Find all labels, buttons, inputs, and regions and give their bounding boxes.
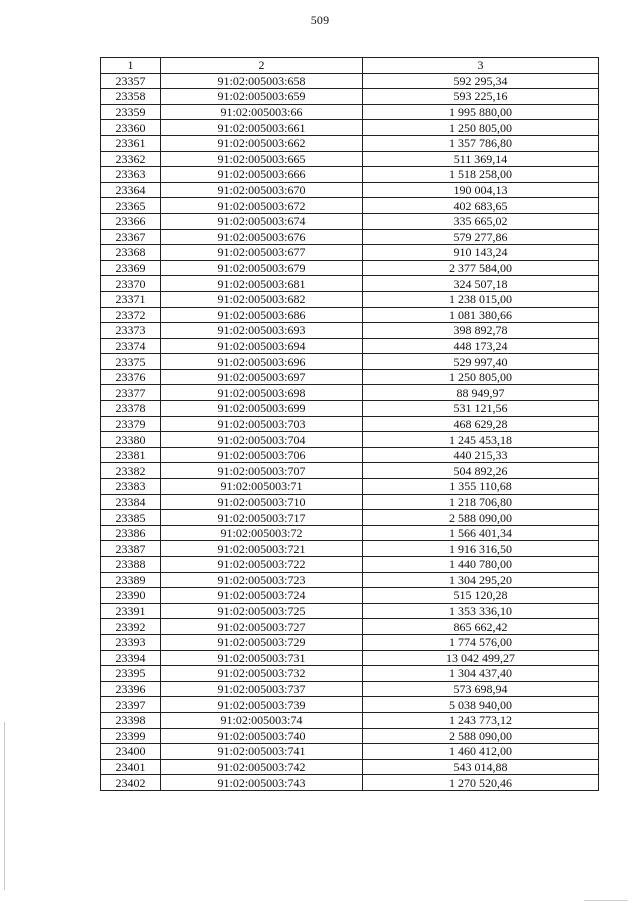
cell-row-number: 23381	[101, 447, 161, 463]
table-row	[101, 525, 599, 541]
cell-cadastral-value: 1 304 437,40	[363, 666, 599, 682]
cell-cadastral-number: 91:02:005003:693	[161, 323, 363, 339]
cell-row-number: 23361	[101, 135, 161, 151]
cell-row-number: 23360	[101, 120, 161, 136]
cell-cadastral-value: 1 243 773,12	[363, 712, 599, 728]
cell-cadastral-value: 1 460 412,00	[363, 744, 599, 760]
cell-cadastral-value: 1 357 786,80	[363, 135, 599, 151]
cell-cadastral-number: 91:02:005003:740	[161, 728, 363, 744]
cell-cadastral-number: 91:02:005003:677	[161, 245, 363, 261]
cell-row-number: 23358	[101, 89, 161, 105]
cell-cadastral-value: 531 121,56	[363, 401, 599, 417]
cell-row-number: 23366	[101, 213, 161, 229]
cell-cadastral-value: 1 270 520,46	[363, 775, 599, 791]
table-row	[101, 276, 599, 292]
cell-cadastral-number: 91:02:005003:694	[161, 338, 363, 354]
cell-cadastral-number: 91:02:005003:707	[161, 463, 363, 479]
table-row	[101, 135, 599, 151]
table-row	[101, 245, 599, 261]
cell-cadastral-value: 2 588 090,00	[363, 728, 599, 744]
cell-cadastral-value: 1 245 453,18	[363, 432, 599, 448]
page-number: 509	[310, 13, 330, 27]
table-row	[101, 432, 599, 448]
cell-cadastral-value: 402 683,65	[363, 198, 599, 214]
cell-cadastral-number: 91:02:005003:696	[161, 354, 363, 370]
cell-row-number: 23395	[101, 666, 161, 682]
cell-row-number: 23368	[101, 245, 161, 261]
table-row	[101, 385, 599, 401]
cell-cadastral-value: 2 377 584,00	[363, 260, 599, 276]
cell-cadastral-value: 1 218 706,80	[363, 494, 599, 510]
cell-row-number: 23386	[101, 525, 161, 541]
cell-cadastral-value: 335 665,02	[363, 213, 599, 229]
cell-row-number: 23389	[101, 572, 161, 588]
cell-cadastral-number: 91:02:005003:706	[161, 447, 363, 463]
cell-cadastral-number: 91:02:005003:727	[161, 619, 363, 635]
cell-cadastral-number: 91:02:005003:71	[161, 479, 363, 495]
cell-row-number: 23363	[101, 167, 161, 183]
cell-cadastral-number: 91:02:005003:686	[161, 307, 363, 323]
cell-row-number: 23398	[101, 712, 161, 728]
cell-cadastral-value: 515 120,28	[363, 588, 599, 604]
cell-cadastral-value: 1 238 015,00	[363, 291, 599, 307]
table-row	[101, 572, 599, 588]
cell-cadastral-number: 91:02:005003:676	[161, 229, 363, 245]
cell-cadastral-value: 1 250 805,00	[363, 120, 599, 136]
cell-row-number: 23396	[101, 681, 161, 697]
cell-cadastral-value: 448 173,24	[363, 338, 599, 354]
table-row	[101, 213, 599, 229]
cell-cadastral-value: 13 042 499,27	[363, 650, 599, 666]
cell-cadastral-number: 91:02:005003:672	[161, 198, 363, 214]
table-row	[101, 323, 599, 339]
cell-row-number: 23375	[101, 354, 161, 370]
cell-row-number: 23382	[101, 463, 161, 479]
table-row	[101, 712, 599, 728]
cell-row-number: 23388	[101, 557, 161, 573]
cell-row-number: 23399	[101, 728, 161, 744]
cell-cadastral-value: 593 225,16	[363, 89, 599, 105]
cell-row-number: 23385	[101, 510, 161, 526]
table-row	[101, 697, 599, 713]
cell-row-number: 23365	[101, 198, 161, 214]
cell-cadastral-number: 91:02:005003:704	[161, 432, 363, 448]
cell-cadastral-number: 91:02:005003:717	[161, 510, 363, 526]
table-row	[101, 557, 599, 573]
cell-cadastral-value: 865 662,42	[363, 619, 599, 635]
cell-cadastral-number: 91:02:005003:724	[161, 588, 363, 604]
cell-row-number: 23394	[101, 650, 161, 666]
cell-cadastral-value: 573 698,94	[363, 681, 599, 697]
cell-cadastral-value: 398 892,78	[363, 323, 599, 339]
column-header-number: 1	[101, 58, 161, 74]
cell-cadastral-number: 91:02:005003:681	[161, 276, 363, 292]
cell-cadastral-number: 91:02:005003:66	[161, 104, 363, 120]
cell-cadastral-number: 91:02:005003:731	[161, 650, 363, 666]
cell-row-number: 23374	[101, 338, 161, 354]
table-row	[101, 229, 599, 245]
cell-cadastral-value: 592 295,34	[363, 73, 599, 89]
cell-row-number: 23390	[101, 588, 161, 604]
cell-cadastral-number: 91:02:005003:674	[161, 213, 363, 229]
table-row	[101, 666, 599, 682]
cell-row-number: 23376	[101, 369, 161, 385]
column-header-value: 3	[363, 58, 599, 74]
table-row	[101, 479, 599, 495]
table-row	[101, 588, 599, 604]
cell-row-number: 23362	[101, 151, 161, 167]
cell-cadastral-number: 91:02:005003:699	[161, 401, 363, 417]
cell-cadastral-number: 91:02:005003:741	[161, 744, 363, 760]
table-row	[101, 416, 599, 432]
cell-cadastral-number: 91:02:005003:659	[161, 89, 363, 105]
table-row	[101, 401, 599, 417]
cell-cadastral-value: 88 949,97	[363, 385, 599, 401]
cell-row-number: 23387	[101, 541, 161, 557]
table-row	[101, 728, 599, 744]
cell-cadastral-number: 91:02:005003:742	[161, 759, 363, 775]
table-row	[101, 744, 599, 760]
cell-row-number: 23393	[101, 634, 161, 650]
cell-cadastral-number: 91:02:005003:725	[161, 603, 363, 619]
cell-row-number: 23364	[101, 182, 161, 198]
cell-cadastral-value: 529 997,40	[363, 354, 599, 370]
table-row	[101, 338, 599, 354]
table-row	[101, 603, 599, 619]
cadastral-value-table	[100, 57, 599, 791]
cell-cadastral-number: 91:02:005003:74	[161, 712, 363, 728]
cell-cadastral-number: 91:02:005003:72	[161, 525, 363, 541]
table-row	[101, 291, 599, 307]
cell-cadastral-number: 91:02:005003:661	[161, 120, 363, 136]
table-row	[101, 541, 599, 557]
cell-row-number: 23373	[101, 323, 161, 339]
cell-row-number: 23380	[101, 432, 161, 448]
cell-cadastral-value: 543 014,88	[363, 759, 599, 775]
table-row	[101, 151, 599, 167]
cell-row-number: 23377	[101, 385, 161, 401]
table-row	[101, 89, 599, 105]
cell-cadastral-value: 440 215,33	[363, 447, 599, 463]
table-row	[101, 182, 599, 198]
table-row	[101, 681, 599, 697]
cell-cadastral-value: 1 250 805,00	[363, 369, 599, 385]
cell-cadastral-value: 579 277,86	[363, 229, 599, 245]
table-row	[101, 619, 599, 635]
cell-cadastral-number: 91:02:005003:723	[161, 572, 363, 588]
table-row	[101, 260, 599, 276]
cell-cadastral-number: 91:02:005003:665	[161, 151, 363, 167]
cell-cadastral-number: 91:02:005003:662	[161, 135, 363, 151]
cell-cadastral-value: 1 440 780,00	[363, 557, 599, 573]
column-header-cadastral-number: 2	[161, 58, 363, 74]
cell-cadastral-number: 91:02:005003:721	[161, 541, 363, 557]
cell-cadastral-value: 1 916 316,50	[363, 541, 599, 557]
table-row	[101, 167, 599, 183]
table-row	[101, 354, 599, 370]
table-row	[101, 494, 599, 510]
cell-cadastral-number: 91:02:005003:666	[161, 167, 363, 183]
cell-row-number: 23397	[101, 697, 161, 713]
cell-cadastral-number: 91:02:005003:670	[161, 182, 363, 198]
table-row	[101, 650, 599, 666]
cell-row-number: 23359	[101, 104, 161, 120]
cell-row-number: 23384	[101, 494, 161, 510]
cell-cadastral-value: 1 081 380,66	[363, 307, 599, 323]
table-row	[101, 73, 599, 89]
cell-cadastral-value: 1 774 576,00	[363, 634, 599, 650]
table-row	[101, 634, 599, 650]
cell-cadastral-number: 91:02:005003:679	[161, 260, 363, 276]
cell-row-number: 23401	[101, 759, 161, 775]
cell-cadastral-number: 91:02:005003:737	[161, 681, 363, 697]
table-body	[101, 73, 599, 790]
cell-row-number: 23367	[101, 229, 161, 245]
cell-cadastral-value: 1 353 336,10	[363, 603, 599, 619]
cell-row-number: 23383	[101, 479, 161, 495]
table-row	[101, 369, 599, 385]
cell-cadastral-value: 1 355 110,68	[363, 479, 599, 495]
cell-cadastral-number: 91:02:005003:682	[161, 291, 363, 307]
cell-cadastral-value: 5 038 940,00	[363, 697, 599, 713]
cell-row-number: 23371	[101, 291, 161, 307]
cell-cadastral-number: 91:02:005003:722	[161, 557, 363, 573]
cell-row-number: 23400	[101, 744, 161, 760]
cell-cadastral-value: 190 004,13	[363, 182, 599, 198]
cell-cadastral-value: 1 304 295,20	[363, 572, 599, 588]
cell-row-number: 23369	[101, 260, 161, 276]
cell-row-number: 23372	[101, 307, 161, 323]
table-row	[101, 775, 599, 791]
cell-row-number: 23370	[101, 276, 161, 292]
cell-cadastral-number: 91:02:005003:703	[161, 416, 363, 432]
scan-edge-mark	[4, 722, 5, 890]
cell-row-number: 23391	[101, 603, 161, 619]
table-row	[101, 510, 599, 526]
cell-cadastral-value: 504 892,26	[363, 463, 599, 479]
table-row	[101, 759, 599, 775]
cell-cadastral-number: 91:02:005003:658	[161, 73, 363, 89]
table-header-row	[101, 58, 599, 74]
cell-row-number: 23379	[101, 416, 161, 432]
table-row	[101, 447, 599, 463]
cell-cadastral-number: 91:02:005003:739	[161, 697, 363, 713]
cell-row-number: 23402	[101, 775, 161, 791]
cell-cadastral-number: 91:02:005003:698	[161, 385, 363, 401]
cell-cadastral-number: 91:02:005003:743	[161, 775, 363, 791]
cell-cadastral-number: 91:02:005003:697	[161, 369, 363, 385]
cell-cadastral-value: 910 143,24	[363, 245, 599, 261]
cell-cadastral-value: 324 507,18	[363, 276, 599, 292]
scan-corner-mark	[584, 900, 628, 901]
table-row	[101, 463, 599, 479]
table-row	[101, 307, 599, 323]
cell-row-number: 23378	[101, 401, 161, 417]
table-row	[101, 198, 599, 214]
cell-row-number: 23392	[101, 619, 161, 635]
cell-cadastral-value: 468 629,28	[363, 416, 599, 432]
cell-cadastral-value: 2 588 090,00	[363, 510, 599, 526]
cell-cadastral-value: 1 518 258,00	[363, 167, 599, 183]
cell-cadastral-value: 511 369,14	[363, 151, 599, 167]
cell-cadastral-number: 91:02:005003:710	[161, 494, 363, 510]
cell-cadastral-value: 1 566 401,34	[363, 525, 599, 541]
table-row	[101, 104, 599, 120]
cell-cadastral-number: 91:02:005003:729	[161, 634, 363, 650]
cell-cadastral-value: 1 995 880,00	[363, 104, 599, 120]
cell-cadastral-number: 91:02:005003:732	[161, 666, 363, 682]
cell-row-number: 23357	[101, 73, 161, 89]
table-row	[101, 120, 599, 136]
